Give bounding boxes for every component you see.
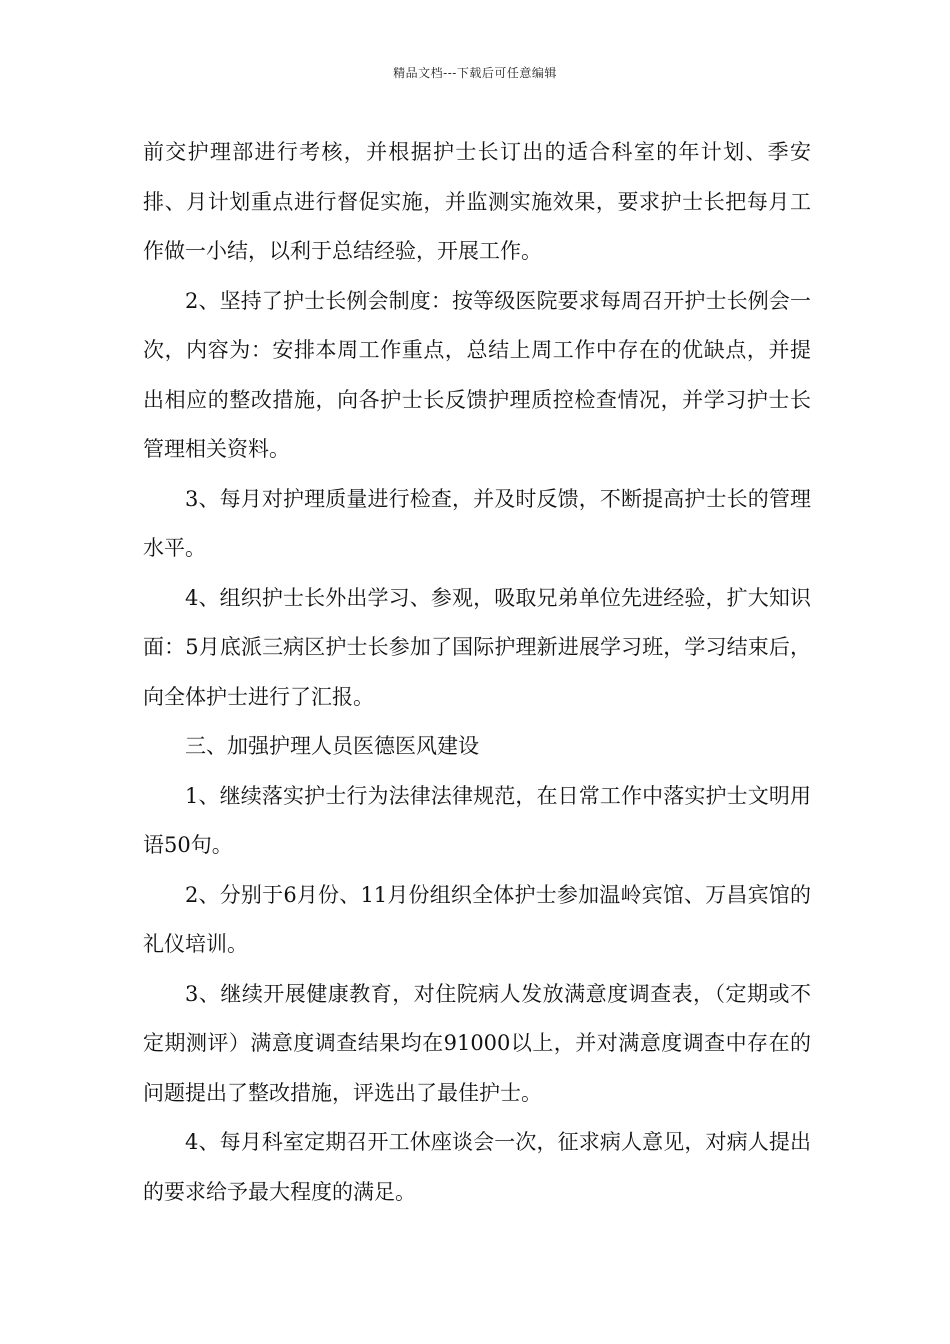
paragraph-item-2-etiquette-training: 2、分别于6月份、11月份组织全体护士参加温岭宾馆、万昌宾馆的礼仪培训。 [143,882,811,956]
paragraph-item-1-conduct-norms: 1、继续落实护士行为法律法律规范，在日常工作中落实护士文明用语50句。 [143,783,811,857]
paragraph-item-3-health-education: 3、继续开展健康教育，对住院病人发放满意度调查表，（定期或不定期测评）满意度调查结果均在91000以上，并对满意度调查中存在的问题提出了整改措施，评选出了最佳护士。 [143,981,811,1105]
paragraph-item-4-external-study: 4、组织护士长外出学习、参观，吸取兄弟单位先进经验，扩大知识面：5月底派三病区护士长参加了国际护理新进展学习班，学习结束后，向全体护士进行了汇报。 [143,585,811,709]
paragraph-item-2-head-nurse-meetings: 2、坚持了护士长例会制度：按等级医院要求每周召开护士长例会一次，内容为：安排本周工作重点，总结上周工作中存在的优缺点，并提出相应的整改措施，向各护士长反馈护理质控检查情况，并学习护士长管理相关资料。 [143,288,811,461]
page-header: 精品文档---下载后可任意编辑 [393,66,557,80]
paragraph-item-4-patient-forum: 4、每月科室定期召开工休座谈会一次，征求病人意见，对病人提出的要求给予最大程度的满足。 [143,1130,811,1204]
document-body [143,128,811,1217]
paragraph-continuation: 前交护理部进行考核，并根据护士长订出的适合科室的年计划、季安排、月计划重点进行督促实施，并监测实施效果，要求护士长把每月工作做一小结，以利于总结经验，开展工作。 [143,140,811,263]
section-heading-medical-ethics: 三、加强护理人员医德医风建设 [185,734,479,758]
paragraph-item-3-quality-checks: 3、每月对护理质量进行检查，并及时反馈，不断提高护士长的管理水平。 [143,486,811,560]
